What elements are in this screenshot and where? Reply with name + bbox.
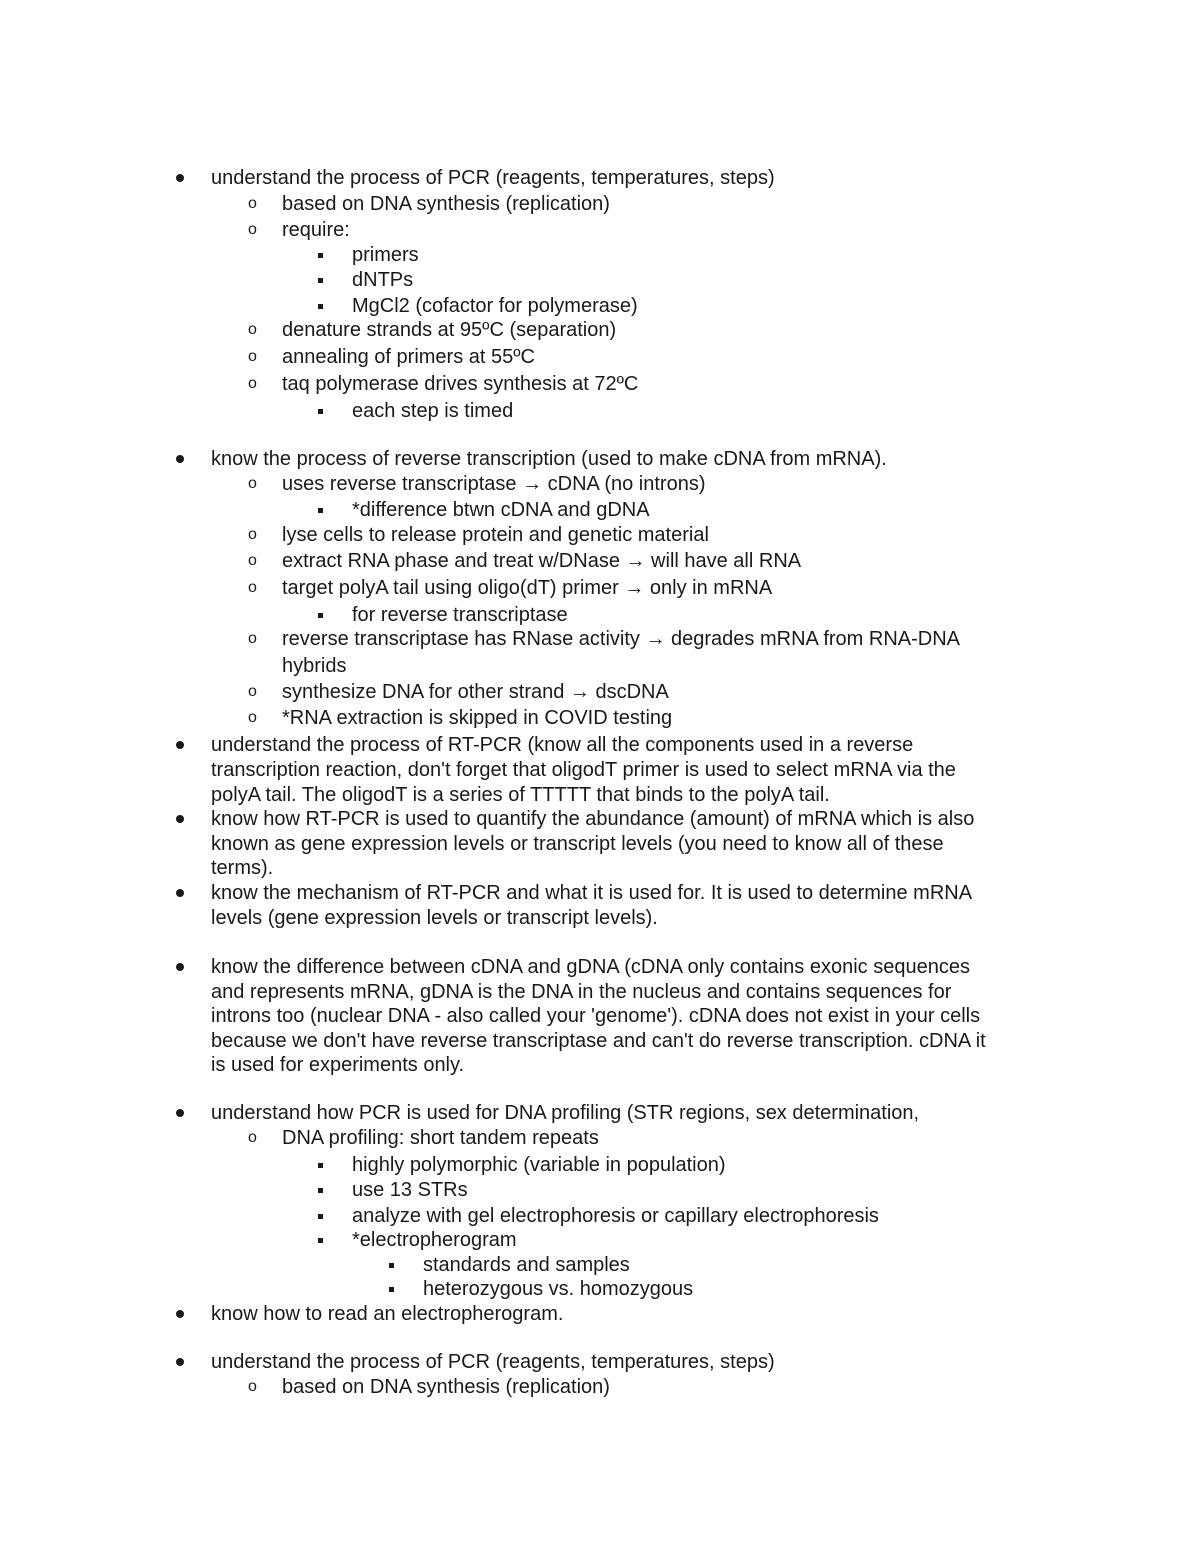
list-item-level-0: know the process of reverse transcription (used to make cDNA from mRNA). [211, 448, 887, 470]
list-item-level-1: annealing of primers at 55ºC [282, 346, 535, 368]
square-bullet-icon [318, 304, 323, 309]
list-item-level-3: heterozygous vs. homozygous [423, 1278, 694, 1300]
list-item-level-1: based on DNA synthesis (replication) [282, 1376, 610, 1398]
list-item-continuation: polyA tail. The oligodT is a series of TTTTT that binds to the polyA tail. [211, 784, 830, 806]
list-item-level-0: understand the process of RT-PCR (know all the components used in a reverse [211, 734, 914, 756]
list-item-continuation: known as gene expression levels or transcript levels (you need to know all of these [211, 833, 944, 855]
list-item-level-0: know how RT-PCR is used to quantify the abundance (amount) of mRNA which is also [211, 808, 975, 830]
list-item-level-1: denature strands at 95ºC (separation) [282, 319, 617, 341]
list-item-level-1: DNA profiling: short tandem repeats [282, 1127, 599, 1149]
list-item-level-1: based on DNA synthesis (replication) [282, 193, 610, 215]
list-item-level-1: reverse transcriptase has RNase activity → degrades mRNA from RNA-DNA [282, 628, 960, 650]
list-item-level-2: each step is timed [352, 400, 514, 422]
list-item-level-1: taq polymerase drives synthesis at 72ºC [282, 373, 639, 395]
circle-bullet-icon: o [248, 630, 257, 647]
circle-bullet-icon: o [248, 1378, 257, 1395]
circle-bullet-icon: o [248, 552, 257, 569]
circle-bullet-icon: o [248, 348, 257, 365]
disc-bullet-icon [176, 1310, 184, 1318]
circle-bullet-icon: o [248, 195, 257, 212]
list-item-level-0: know the difference between cDNA and gDNA (cDNA only contains exonic sequences [211, 956, 970, 978]
circle-bullet-icon: o [248, 321, 257, 338]
square-bullet-icon [389, 1263, 394, 1268]
circle-bullet-icon: o [248, 683, 257, 700]
list-item-level-1: synthesize DNA for other strand → dscDNA [282, 681, 669, 703]
list-item-continuation: introns too (nuclear DNA - also called your 'genome'). cDNA does not exist in your cells [211, 1005, 981, 1027]
list-item-level-2: MgCl2 (cofactor for polymerase) [352, 295, 638, 317]
list-item-level-2: use 13 STRs [352, 1179, 468, 1201]
disc-bullet-icon [176, 1358, 184, 1366]
list-item-continuation: hybrids [282, 655, 347, 677]
list-item-level-1: extract RNA phase and treat w/DNase → will have all RNA [282, 550, 802, 572]
list-item-level-0: know how to read an electropherogram. [211, 1303, 564, 1325]
circle-bullet-icon: o [248, 526, 257, 543]
square-bullet-icon [318, 1188, 323, 1193]
list-item-continuation: transcription reaction, don't forget that oligodT primer is used to select mRNA via the [211, 759, 956, 781]
list-item-level-2: primers [352, 244, 419, 266]
list-item-level-2: for reverse transcriptase [352, 604, 568, 626]
circle-bullet-icon: o [248, 221, 257, 238]
list-item-level-1: lyse cells to release protein and genetic material [282, 524, 709, 546]
circle-bullet-icon: o [248, 475, 257, 492]
disc-bullet-icon [176, 963, 184, 971]
list-item-level-1: *RNA extraction is skipped in COVID testing [282, 707, 673, 729]
list-item-level-2: dNTPs [352, 269, 414, 291]
square-bullet-icon [318, 613, 323, 618]
disc-bullet-icon [176, 1109, 184, 1117]
circle-bullet-icon: o [248, 579, 257, 596]
list-item-continuation: and represents mRNA, gDNA is the DNA in the nucleus and contains sequences for [211, 981, 952, 1003]
list-item-continuation: levels (gene expression levels or transcript levels). [211, 907, 658, 929]
square-bullet-icon [318, 1238, 323, 1243]
list-item-continuation: because we don't have reverse transcriptase and can't do reverse transcription. cDNA it [211, 1030, 986, 1052]
circle-bullet-icon: o [248, 1129, 257, 1146]
list-item-continuation: terms). [211, 857, 274, 879]
list-item-level-0: understand how PCR is used for DNA profiling (STR regions, sex determination, [211, 1102, 920, 1124]
square-bullet-icon [318, 253, 323, 258]
list-item-level-1: require: [282, 219, 350, 241]
list-item-level-0: understand the process of PCR (reagents, temperatures, steps) [211, 1351, 775, 1373]
disc-bullet-icon [176, 889, 184, 897]
circle-bullet-icon: o [248, 375, 257, 392]
disc-bullet-icon [176, 741, 184, 749]
circle-bullet-icon: o [248, 709, 257, 726]
square-bullet-icon [318, 1214, 323, 1219]
list-item-level-2: *difference btwn cDNA and gDNA [352, 499, 650, 521]
list-item-continuation: is used for experiments only. [211, 1054, 465, 1076]
disc-bullet-icon [176, 455, 184, 463]
square-bullet-icon [318, 409, 323, 414]
list-item-level-1: target polyA tail using oligo(dT) primer → only in mRNA [282, 577, 773, 599]
list-item-level-2: analyze with gel electrophoresis or capillary electrophoresis [352, 1205, 879, 1227]
square-bullet-icon [318, 278, 323, 283]
disc-bullet-icon [176, 174, 184, 182]
square-bullet-icon [318, 508, 323, 513]
list-item-level-3: standards and samples [423, 1254, 630, 1276]
list-item-level-1: uses reverse transcriptase → cDNA (no introns) [282, 473, 706, 495]
list-item-level-2: *electropherogram [352, 1229, 517, 1251]
square-bullet-icon [318, 1163, 323, 1168]
square-bullet-icon [389, 1287, 394, 1292]
list-item-level-0: know the mechanism of RT-PCR and what it is used for. It is used to determine mRNA [211, 882, 973, 904]
list-item-level-2: highly polymorphic (variable in population) [352, 1154, 726, 1176]
list-item-level-0: understand the process of PCR (reagents, temperatures, steps) [211, 167, 775, 189]
disc-bullet-icon [176, 815, 184, 823]
